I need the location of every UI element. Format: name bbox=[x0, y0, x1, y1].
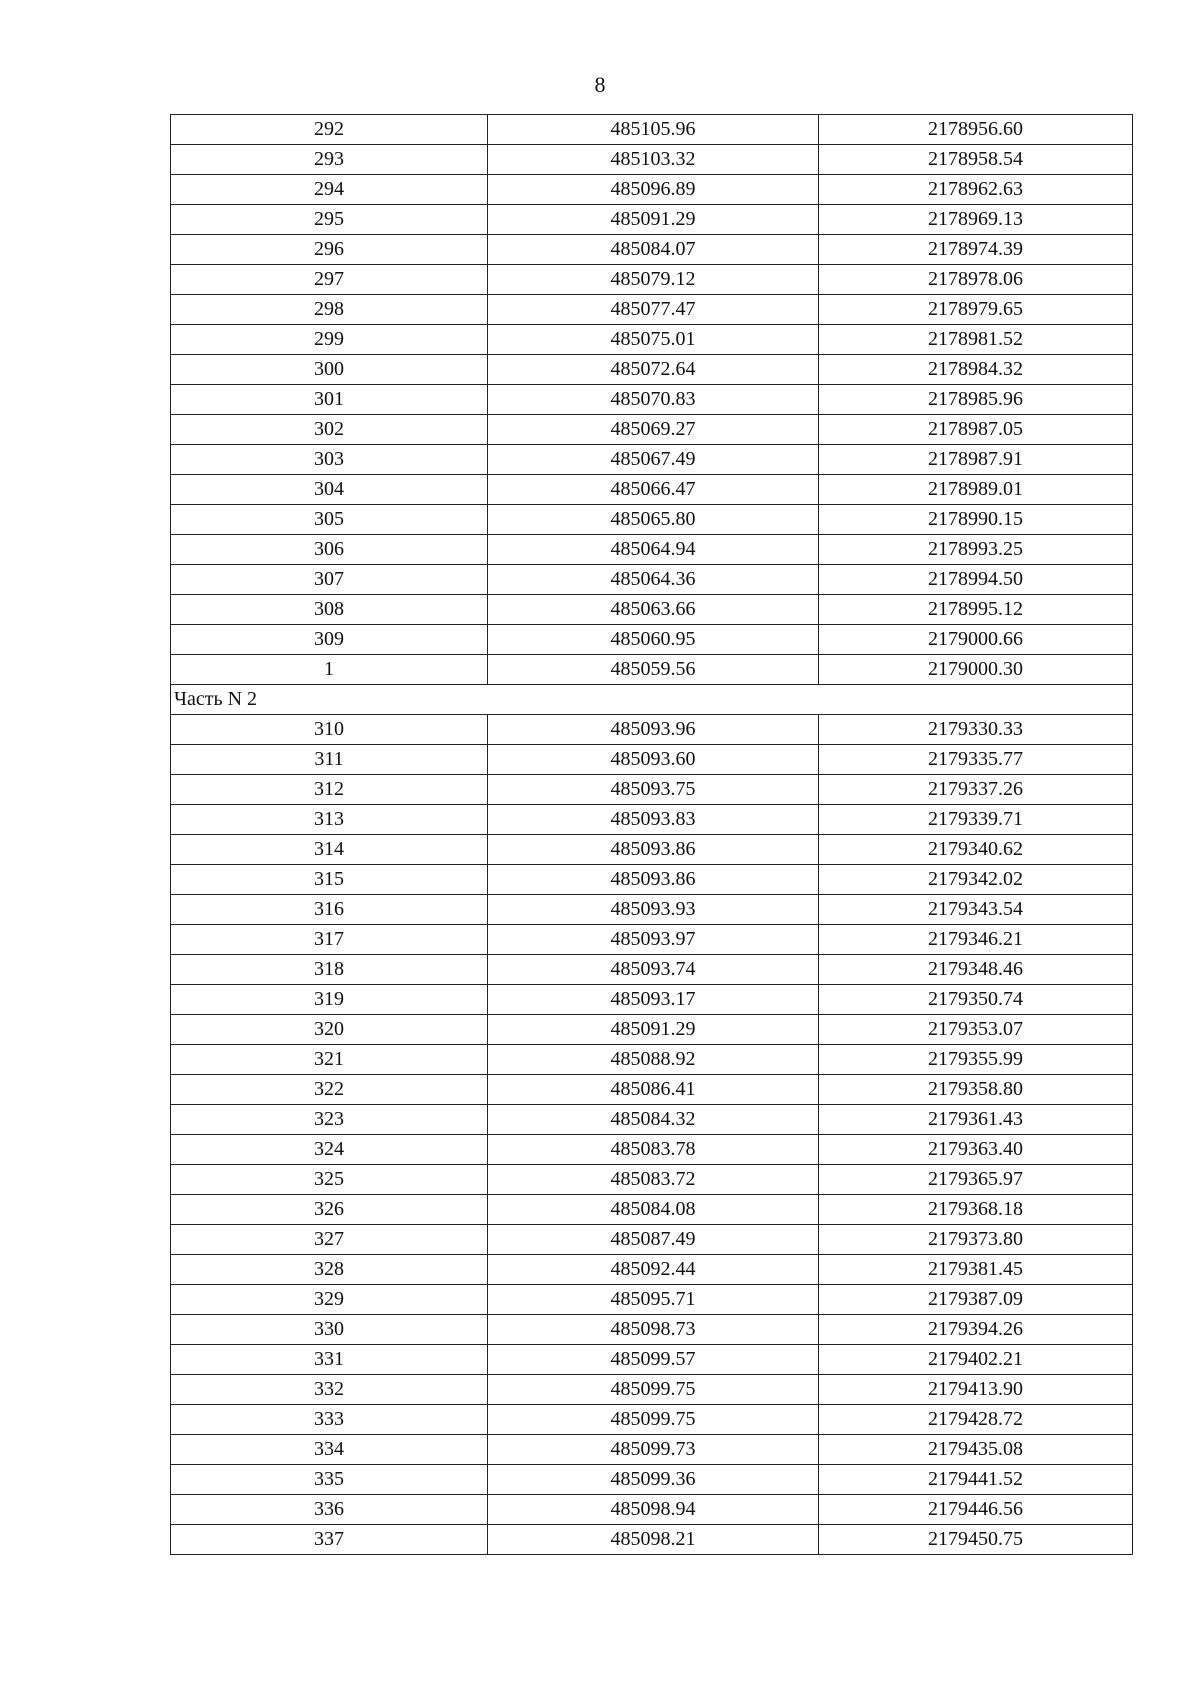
table-row bbox=[171, 1375, 1133, 1405]
x-coordinate-cell: 485093.97 bbox=[488, 925, 819, 955]
point-number-cell: 326 bbox=[171, 1195, 488, 1225]
table-row bbox=[171, 1345, 1133, 1375]
y-coordinate-cell: 2178956.60 bbox=[819, 115, 1133, 145]
point-number-cell: 1 bbox=[171, 655, 488, 685]
point-number-cell: 309 bbox=[171, 625, 488, 655]
point-number-cell: 311 bbox=[171, 745, 488, 775]
y-coordinate-cell: 2179000.30 bbox=[819, 655, 1133, 685]
x-coordinate-cell: 485093.17 bbox=[488, 985, 819, 1015]
point-number-cell: 299 bbox=[171, 325, 488, 355]
y-coordinate-cell: 2179337.26 bbox=[819, 775, 1133, 805]
y-coordinate-cell: 2178962.63 bbox=[819, 175, 1133, 205]
table-row bbox=[171, 1495, 1133, 1525]
table-row bbox=[171, 745, 1133, 775]
x-coordinate-cell: 485099.75 bbox=[488, 1375, 819, 1405]
y-coordinate-cell: 2179348.46 bbox=[819, 955, 1133, 985]
table-row bbox=[171, 1525, 1133, 1555]
y-coordinate-cell: 2179335.77 bbox=[819, 745, 1133, 775]
x-coordinate-cell: 485086.41 bbox=[488, 1075, 819, 1105]
table-row bbox=[171, 415, 1133, 445]
point-number-cell: 325 bbox=[171, 1165, 488, 1195]
x-coordinate-cell: 485088.92 bbox=[488, 1045, 819, 1075]
point-number-cell: 295 bbox=[171, 205, 488, 235]
y-coordinate-cell: 2179353.07 bbox=[819, 1015, 1133, 1045]
table-row bbox=[171, 445, 1133, 475]
y-coordinate-cell: 2179394.26 bbox=[819, 1315, 1133, 1345]
y-coordinate-cell: 2179363.40 bbox=[819, 1135, 1133, 1165]
table-row bbox=[171, 865, 1133, 895]
coordinates-table-body bbox=[171, 115, 1133, 1555]
x-coordinate-cell: 485065.80 bbox=[488, 505, 819, 535]
point-number-cell: 300 bbox=[171, 355, 488, 385]
table-row bbox=[171, 835, 1133, 865]
x-coordinate-cell: 485084.07 bbox=[488, 235, 819, 265]
point-number-cell: 322 bbox=[171, 1075, 488, 1105]
point-number-cell: 331 bbox=[171, 1345, 488, 1375]
point-number-cell: 305 bbox=[171, 505, 488, 535]
y-coordinate-cell: 2179441.52 bbox=[819, 1465, 1133, 1495]
table-row bbox=[171, 1195, 1133, 1225]
point-number-cell: 308 bbox=[171, 595, 488, 625]
y-coordinate-cell: 2179402.21 bbox=[819, 1345, 1133, 1375]
table-row bbox=[171, 295, 1133, 325]
x-coordinate-cell: 485067.49 bbox=[488, 445, 819, 475]
table-row bbox=[171, 1165, 1133, 1195]
y-coordinate-cell: 2179381.45 bbox=[819, 1255, 1133, 1285]
table-row bbox=[171, 1045, 1133, 1075]
table-row bbox=[171, 655, 1133, 685]
y-coordinate-cell: 2178974.39 bbox=[819, 235, 1133, 265]
x-coordinate-cell: 485093.86 bbox=[488, 865, 819, 895]
y-coordinate-cell: 2178987.91 bbox=[819, 445, 1133, 475]
point-number-cell: 307 bbox=[171, 565, 488, 595]
x-coordinate-cell: 485093.96 bbox=[488, 715, 819, 745]
point-number-cell: 292 bbox=[171, 115, 488, 145]
table-row bbox=[171, 1255, 1133, 1285]
y-coordinate-cell: 2179339.71 bbox=[819, 805, 1133, 835]
y-coordinate-cell: 2178981.52 bbox=[819, 325, 1133, 355]
table-row bbox=[171, 355, 1133, 385]
table-row bbox=[171, 115, 1133, 145]
y-coordinate-cell: 2179340.62 bbox=[819, 835, 1133, 865]
y-coordinate-cell: 2179346.21 bbox=[819, 925, 1133, 955]
point-number-cell: 321 bbox=[171, 1045, 488, 1075]
table-row bbox=[171, 625, 1133, 655]
x-coordinate-cell: 485059.56 bbox=[488, 655, 819, 685]
point-number-cell: 313 bbox=[171, 805, 488, 835]
point-number-cell: 334 bbox=[171, 1435, 488, 1465]
point-number-cell: 310 bbox=[171, 715, 488, 745]
x-coordinate-cell: 485096.89 bbox=[488, 175, 819, 205]
x-coordinate-cell: 485084.32 bbox=[488, 1105, 819, 1135]
point-number-cell: 312 bbox=[171, 775, 488, 805]
x-coordinate-cell: 485091.29 bbox=[488, 1015, 819, 1045]
x-coordinate-cell: 485084.08 bbox=[488, 1195, 819, 1225]
x-coordinate-cell: 485093.83 bbox=[488, 805, 819, 835]
x-coordinate-cell: 485098.21 bbox=[488, 1525, 819, 1555]
point-number-cell: 297 bbox=[171, 265, 488, 295]
table-row bbox=[171, 985, 1133, 1015]
y-coordinate-cell: 2178984.32 bbox=[819, 355, 1133, 385]
x-coordinate-cell: 485070.83 bbox=[488, 385, 819, 415]
y-coordinate-cell: 2179368.18 bbox=[819, 1195, 1133, 1225]
y-coordinate-cell: 2178994.50 bbox=[819, 565, 1133, 595]
point-number-cell: 319 bbox=[171, 985, 488, 1015]
y-coordinate-cell: 2178989.01 bbox=[819, 475, 1133, 505]
coordinates-table bbox=[170, 114, 1133, 1555]
x-coordinate-cell: 485093.75 bbox=[488, 775, 819, 805]
point-number-cell: 324 bbox=[171, 1135, 488, 1165]
point-number-cell: 336 bbox=[171, 1495, 488, 1525]
x-coordinate-cell: 485083.72 bbox=[488, 1165, 819, 1195]
y-coordinate-cell: 2178987.05 bbox=[819, 415, 1133, 445]
table-row bbox=[171, 1315, 1133, 1345]
point-number-cell: 316 bbox=[171, 895, 488, 925]
y-coordinate-cell: 2178969.13 bbox=[819, 205, 1133, 235]
table-row bbox=[171, 805, 1133, 835]
point-number-cell: 314 bbox=[171, 835, 488, 865]
y-coordinate-cell: 2179435.08 bbox=[819, 1435, 1133, 1465]
table-row bbox=[171, 1225, 1133, 1255]
x-coordinate-cell: 485095.71 bbox=[488, 1285, 819, 1315]
table-row bbox=[171, 895, 1133, 925]
point-number-cell: 294 bbox=[171, 175, 488, 205]
y-coordinate-cell: 2179365.97 bbox=[819, 1165, 1133, 1195]
point-number-cell: 306 bbox=[171, 535, 488, 565]
table-row bbox=[171, 145, 1133, 175]
y-coordinate-cell: 2179450.75 bbox=[819, 1525, 1133, 1555]
table-row bbox=[171, 505, 1133, 535]
x-coordinate-cell: 485093.60 bbox=[488, 745, 819, 775]
x-coordinate-cell: 485099.36 bbox=[488, 1465, 819, 1495]
x-coordinate-cell: 485099.75 bbox=[488, 1405, 819, 1435]
y-coordinate-cell: 2179358.80 bbox=[819, 1075, 1133, 1105]
y-coordinate-cell: 2179342.02 bbox=[819, 865, 1133, 895]
section-row bbox=[171, 685, 1133, 715]
x-coordinate-cell: 485103.32 bbox=[488, 145, 819, 175]
point-number-cell: 304 bbox=[171, 475, 488, 505]
y-coordinate-cell: 2178995.12 bbox=[819, 595, 1133, 625]
table-row bbox=[171, 1285, 1133, 1315]
table-row bbox=[171, 265, 1133, 295]
point-number-cell: 301 bbox=[171, 385, 488, 415]
table-row bbox=[171, 715, 1133, 745]
y-coordinate-cell: 2179355.99 bbox=[819, 1045, 1133, 1075]
x-coordinate-cell: 485099.57 bbox=[488, 1345, 819, 1375]
x-coordinate-cell: 485079.12 bbox=[488, 265, 819, 295]
y-coordinate-cell: 2178990.15 bbox=[819, 505, 1133, 535]
x-coordinate-cell: 485098.94 bbox=[488, 1495, 819, 1525]
section-label: Часть N 2 bbox=[171, 685, 1133, 715]
y-coordinate-cell: 2179446.56 bbox=[819, 1495, 1133, 1525]
point-number-cell: 337 bbox=[171, 1525, 488, 1555]
point-number-cell: 330 bbox=[171, 1315, 488, 1345]
point-number-cell: 329 bbox=[171, 1285, 488, 1315]
page-number: 8 bbox=[594, 72, 606, 97]
x-coordinate-cell: 485077.47 bbox=[488, 295, 819, 325]
x-coordinate-cell: 485064.36 bbox=[488, 565, 819, 595]
point-number-cell: 317 bbox=[171, 925, 488, 955]
table-row bbox=[171, 325, 1133, 355]
table-row bbox=[171, 535, 1133, 565]
x-coordinate-cell: 485060.95 bbox=[488, 625, 819, 655]
table-row bbox=[171, 235, 1133, 265]
y-coordinate-cell: 2179373.80 bbox=[819, 1225, 1133, 1255]
point-number-cell: 318 bbox=[171, 955, 488, 985]
x-coordinate-cell: 485083.78 bbox=[488, 1135, 819, 1165]
table-row bbox=[171, 1015, 1133, 1045]
table-row bbox=[171, 1465, 1133, 1495]
point-number-cell: 323 bbox=[171, 1105, 488, 1135]
table-row bbox=[171, 1075, 1133, 1105]
table-row bbox=[171, 385, 1133, 415]
table-row bbox=[171, 925, 1133, 955]
table-row bbox=[171, 565, 1133, 595]
x-coordinate-cell: 485093.93 bbox=[488, 895, 819, 925]
y-coordinate-cell: 2179413.90 bbox=[819, 1375, 1133, 1405]
x-coordinate-cell: 485064.94 bbox=[488, 535, 819, 565]
y-coordinate-cell: 2179428.72 bbox=[819, 1405, 1133, 1435]
table-row bbox=[171, 595, 1133, 625]
x-coordinate-cell: 485099.73 bbox=[488, 1435, 819, 1465]
table-row bbox=[171, 775, 1133, 805]
x-coordinate-cell: 485063.66 bbox=[488, 595, 819, 625]
y-coordinate-cell: 2179387.09 bbox=[819, 1285, 1133, 1315]
table-row bbox=[171, 1135, 1133, 1165]
x-coordinate-cell: 485098.73 bbox=[488, 1315, 819, 1345]
point-number-cell: 302 bbox=[171, 415, 488, 445]
point-number-cell: 293 bbox=[171, 145, 488, 175]
x-coordinate-cell: 485087.49 bbox=[488, 1225, 819, 1255]
y-coordinate-cell: 2179330.33 bbox=[819, 715, 1133, 745]
point-number-cell: 328 bbox=[171, 1255, 488, 1285]
table-row bbox=[171, 1435, 1133, 1465]
table-row bbox=[171, 1405, 1133, 1435]
point-number-cell: 303 bbox=[171, 445, 488, 475]
point-number-cell: 298 bbox=[171, 295, 488, 325]
table-row bbox=[171, 955, 1133, 985]
y-coordinate-cell: 2178958.54 bbox=[819, 145, 1133, 175]
y-coordinate-cell: 2179000.66 bbox=[819, 625, 1133, 655]
x-coordinate-cell: 485092.44 bbox=[488, 1255, 819, 1285]
x-coordinate-cell: 485105.96 bbox=[488, 115, 819, 145]
x-coordinate-cell: 485072.64 bbox=[488, 355, 819, 385]
y-coordinate-cell: 2179343.54 bbox=[819, 895, 1133, 925]
y-coordinate-cell: 2179361.43 bbox=[819, 1105, 1133, 1135]
point-number-cell: 333 bbox=[171, 1405, 488, 1435]
y-coordinate-cell: 2179350.74 bbox=[819, 985, 1133, 1015]
point-number-cell: 315 bbox=[171, 865, 488, 895]
y-coordinate-cell: 2178978.06 bbox=[819, 265, 1133, 295]
point-number-cell: 320 bbox=[171, 1015, 488, 1045]
x-coordinate-cell: 485093.74 bbox=[488, 955, 819, 985]
point-number-cell: 327 bbox=[171, 1225, 488, 1255]
y-coordinate-cell: 2178993.25 bbox=[819, 535, 1133, 565]
x-coordinate-cell: 485093.86 bbox=[488, 835, 819, 865]
y-coordinate-cell: 2178985.96 bbox=[819, 385, 1133, 415]
x-coordinate-cell: 485075.01 bbox=[488, 325, 819, 355]
x-coordinate-cell: 485066.47 bbox=[488, 475, 819, 505]
x-coordinate-cell: 485091.29 bbox=[488, 205, 819, 235]
table-row bbox=[171, 1105, 1133, 1135]
table-row bbox=[171, 205, 1133, 235]
table-row bbox=[171, 475, 1133, 505]
point-number-cell: 296 bbox=[171, 235, 488, 265]
y-coordinate-cell: 2178979.65 bbox=[819, 295, 1133, 325]
x-coordinate-cell: 485069.27 bbox=[488, 415, 819, 445]
point-number-cell: 335 bbox=[171, 1465, 488, 1495]
point-number-cell: 332 bbox=[171, 1375, 488, 1405]
table-row bbox=[171, 175, 1133, 205]
